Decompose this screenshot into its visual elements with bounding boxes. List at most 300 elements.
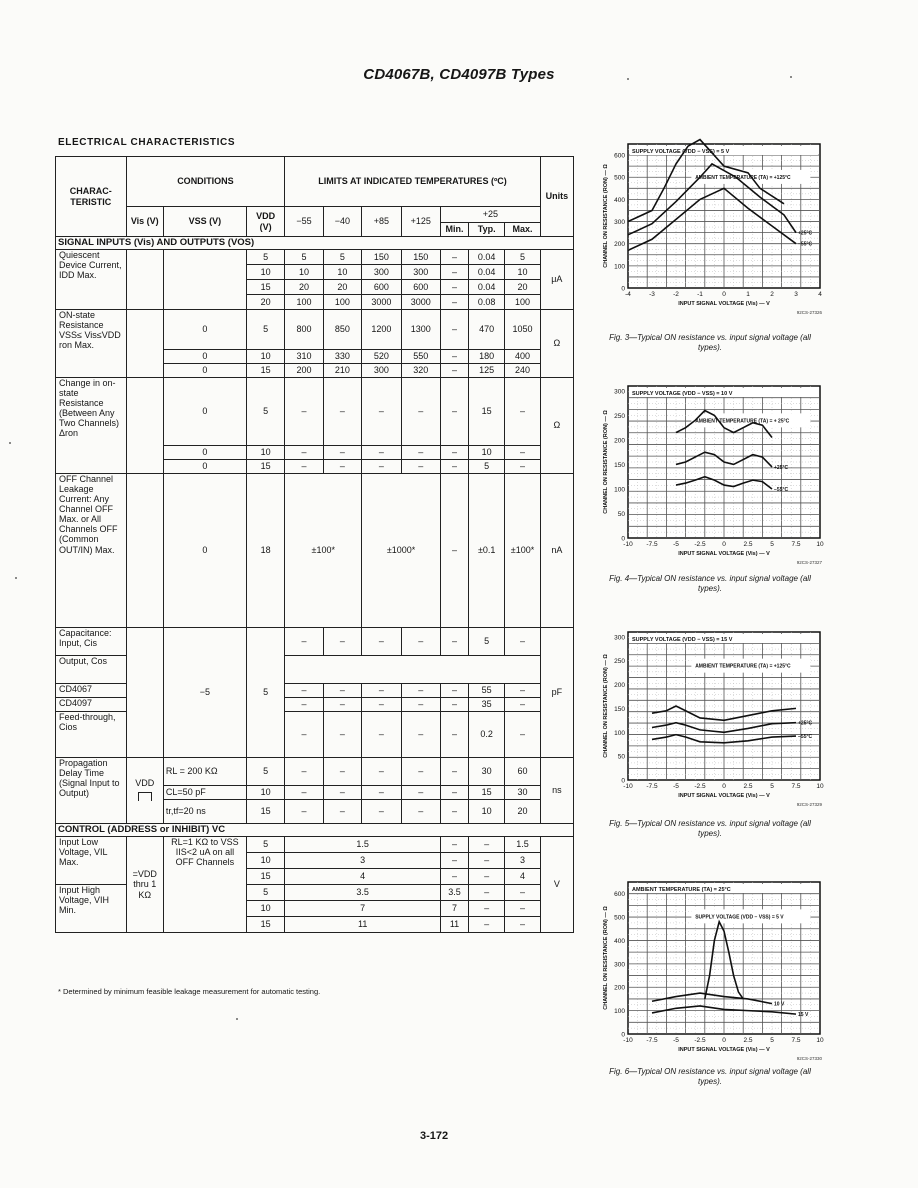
y-axis-label: CHANNEL ON RESISTANCE (RON) — Ω xyxy=(603,906,609,1010)
x-tick-label: -7.5 xyxy=(646,783,658,790)
cell: – xyxy=(285,446,323,460)
cell: – xyxy=(323,786,361,800)
cell: 0.04 xyxy=(469,250,505,265)
cell: 10 xyxy=(469,800,505,824)
x-tick-label: 2.5 xyxy=(743,541,753,548)
x-tick-label: -5 xyxy=(673,1037,679,1044)
figure-4-caption: Fig. 4—Typical ON resistance vs. input signal voltage (all types). xyxy=(609,574,811,594)
cell: 0.08 xyxy=(469,295,505,310)
cell: 11 xyxy=(441,917,469,933)
cell: 15 xyxy=(246,364,284,378)
x-tick-label: 10 xyxy=(816,783,824,790)
col-min: Min. xyxy=(441,223,469,237)
top-label: SUPPLY VOLTAGE (VDD − VSS) = 5 V xyxy=(632,149,730,155)
cell: 5 xyxy=(246,310,284,350)
figure-4-graph xyxy=(598,378,826,568)
cell: 3 xyxy=(505,853,540,869)
x-tick-label: 10 xyxy=(816,541,824,548)
cell: – xyxy=(323,628,361,656)
cell: 1300 xyxy=(401,310,440,350)
x-tick-label: -2.5 xyxy=(694,783,706,790)
cell: – xyxy=(323,712,361,758)
cell: – xyxy=(441,350,469,364)
cell: 100 xyxy=(505,295,540,310)
cell: – xyxy=(362,446,401,460)
cell: – xyxy=(401,758,440,786)
cell: – xyxy=(401,628,440,656)
cell: – xyxy=(285,712,323,758)
cell: – xyxy=(441,684,469,698)
cell: – xyxy=(469,901,505,917)
cell: 20 xyxy=(505,280,540,295)
cell xyxy=(126,378,163,474)
cell: – xyxy=(323,446,361,460)
section-heading: ELECTRICAL CHARACTERISTICS xyxy=(58,137,236,148)
x-tick-label: 7.5 xyxy=(791,541,801,548)
cell: ±100* xyxy=(285,474,362,628)
x-tick-label: 2.5 xyxy=(743,1037,753,1044)
cell: 800 xyxy=(285,310,323,350)
cell: 10 xyxy=(469,446,505,460)
x-tick-label: -3 xyxy=(649,291,655,298)
pulse-icon xyxy=(138,792,152,801)
x-tick-label: -2.5 xyxy=(694,541,706,548)
electrical-characteristics-table xyxy=(55,156,574,933)
y-tick-label: 300 xyxy=(614,634,625,642)
cell: 5 xyxy=(246,885,284,901)
cell: 10 xyxy=(246,350,284,364)
figure-5-svg xyxy=(598,624,826,810)
cell: – xyxy=(362,786,401,800)
cell: 5 xyxy=(246,378,284,446)
cell: 1.5 xyxy=(505,837,540,853)
y-tick-label: 300 xyxy=(614,388,625,396)
cell: – xyxy=(285,684,323,698)
x-tick-label: -5 xyxy=(673,541,679,548)
cell: 60 xyxy=(505,758,540,786)
cell: – xyxy=(362,628,401,656)
cell: 4 xyxy=(505,869,540,885)
top-label: SUPPLY VOLTAGE (VDD − VSS) = 15 V xyxy=(632,637,733,643)
cell: 5 xyxy=(285,250,323,265)
row-label-quiescent: Quiescent Device Current, IDD Max. xyxy=(56,250,127,310)
cell: CL=50 pF xyxy=(163,786,246,800)
col-temp-m55: −55 xyxy=(285,207,323,237)
cell: 330 xyxy=(323,350,361,364)
cell: 3.5 xyxy=(285,885,441,901)
x-tick-label: -10 xyxy=(623,783,633,790)
cell: 35 xyxy=(469,698,505,712)
y-tick-label: 0 xyxy=(621,535,625,543)
cell: 10 xyxy=(323,265,361,280)
x-axis-label: INPUT SIGNAL VOLTAGE (Vis) — V xyxy=(678,301,770,307)
cell: ±1000* xyxy=(362,474,441,628)
cell: 7 xyxy=(441,901,469,917)
x-axis-label: INPUT SIGNAL VOLTAGE (Vis) — V xyxy=(678,1047,770,1053)
x-tick-label: 0 xyxy=(722,1037,726,1044)
figure-code: 92CS-27329 xyxy=(796,802,822,807)
cell: – xyxy=(285,786,323,800)
cell: 0 xyxy=(163,460,246,474)
unit-cell: pF xyxy=(540,628,573,758)
col-vis: Vis (V) xyxy=(126,207,163,237)
cell: −5 xyxy=(163,628,246,758)
col-characteristic: CHARAC-TERISTIC xyxy=(56,157,127,237)
cell: – xyxy=(469,917,505,933)
x-tick-label: 0 xyxy=(722,291,726,298)
cell: – xyxy=(441,758,469,786)
cell: 3 xyxy=(285,853,441,869)
x-tick-label: 7.5 xyxy=(791,1037,801,1044)
cell: – xyxy=(285,698,323,712)
cell: 100 xyxy=(323,295,361,310)
x-tick-label: 2 xyxy=(770,291,774,298)
cell: – xyxy=(469,837,505,853)
cell: 18 xyxy=(246,474,284,628)
cell: 5 xyxy=(469,460,505,474)
cell: 300 xyxy=(362,364,401,378)
x-tick-label: -7.5 xyxy=(646,1037,658,1044)
scan-speck xyxy=(15,577,17,579)
cell: 200 xyxy=(285,364,323,378)
scan-speck xyxy=(627,78,629,80)
figure-code: 92CS-27327 xyxy=(796,560,822,565)
cell: – xyxy=(505,460,540,474)
x-tick-label: 4 xyxy=(818,291,822,298)
y-tick-label: 0 xyxy=(621,285,625,293)
cell xyxy=(163,250,246,310)
x-tick-label: 0 xyxy=(722,541,726,548)
y-tick-label: 100 xyxy=(614,729,625,737)
cell: 600 xyxy=(401,280,440,295)
figure-4-svg xyxy=(598,378,826,568)
unit-cell: ns xyxy=(540,758,573,824)
cell: – xyxy=(362,460,401,474)
figure-code: 92CS-27326 xyxy=(796,310,822,315)
y-tick-label: 600 xyxy=(614,891,625,899)
cell: 10 xyxy=(246,786,284,800)
cell: – xyxy=(441,800,469,824)
row-label-on-resistance: ON-state Resistance VSS≤ Vis≤VDD ron Max. xyxy=(56,310,127,378)
cell: – xyxy=(505,684,540,698)
x-tick-label: -1 xyxy=(697,291,703,298)
x-tick-label: -5 xyxy=(673,783,679,790)
cell: 0.2 xyxy=(469,712,505,758)
y-tick-label: 500 xyxy=(614,174,625,182)
col-temp-p125: +125 xyxy=(401,207,440,237)
cell: RL = 200 KΩ xyxy=(163,758,246,786)
cell: 0 xyxy=(163,378,246,446)
x-tick-label: 2.5 xyxy=(743,783,753,790)
cell: 320 xyxy=(401,364,440,378)
cell: – xyxy=(285,628,323,656)
cell: – xyxy=(505,712,540,758)
x-tick-label: 5 xyxy=(770,1037,774,1044)
y-tick-label: 150 xyxy=(614,705,625,713)
inner-label: SUPPLY VOLTAGE (VDD − VSS) = 5 V xyxy=(695,914,784,921)
cell: 10 xyxy=(505,265,540,280)
figure-3-svg xyxy=(598,136,826,318)
figure-6-graph xyxy=(598,874,826,1064)
cell: 5 xyxy=(323,250,361,265)
cell: – xyxy=(441,295,469,310)
cell xyxy=(285,656,540,684)
cell: 3.5 xyxy=(441,885,469,901)
cell: – xyxy=(285,758,323,786)
y-tick-label: 400 xyxy=(614,196,625,204)
cell: – xyxy=(441,698,469,712)
y-axis-label: CHANNEL ON RESISTANCE (RON) — Ω xyxy=(603,654,609,758)
figure-6-svg xyxy=(598,874,826,1064)
cell: – xyxy=(362,712,401,758)
curve-label: +25°C xyxy=(798,720,813,727)
cell: 180 xyxy=(469,350,505,364)
cell: 5 xyxy=(246,628,284,758)
cell: 20 xyxy=(285,280,323,295)
cell: 550 xyxy=(401,350,440,364)
curve-label: −55°C xyxy=(798,241,813,248)
page-number: 3-172 xyxy=(420,1130,449,1142)
cell: 5 xyxy=(246,837,284,853)
cell: 10 xyxy=(246,853,284,869)
col-units: Units xyxy=(540,157,573,237)
cell: tr,tf=20 ns xyxy=(163,800,246,824)
cell: 15 xyxy=(246,869,284,885)
cell: =VDD thru 1 KΩ xyxy=(126,837,163,933)
y-axis-label: CHANNEL ON RESISTANCE (RON) — Ω xyxy=(603,410,609,514)
top-label: SUPPLY VOLTAGE (VDD − VSS) = 10 V xyxy=(632,391,733,397)
row-label-cap-input: Capacitance: Input, Cis xyxy=(56,628,127,656)
cell: – xyxy=(362,684,401,698)
cell: 10 xyxy=(246,901,284,917)
curve-label: 15 V xyxy=(798,1012,809,1019)
cell: 15 xyxy=(246,917,284,933)
unit-cell: Ω xyxy=(540,310,573,378)
cell: – xyxy=(441,265,469,280)
cell: 300 xyxy=(401,265,440,280)
cell: ±100* xyxy=(505,474,540,628)
cell: – xyxy=(362,758,401,786)
cell: 10 xyxy=(285,265,323,280)
cell: 125 xyxy=(469,364,505,378)
cell: 4 xyxy=(285,869,441,885)
cell: 1.5 xyxy=(285,837,441,853)
col-temp-m40: −40 xyxy=(323,207,361,237)
cell: – xyxy=(441,446,469,460)
cell: – xyxy=(401,800,440,824)
x-tick-label: -10 xyxy=(623,541,633,548)
row-label-vil: Input Low Voltage, VIL Max. xyxy=(56,837,127,885)
inner-label: AMBIENT TEMPERATURE (TA) = +125°C xyxy=(695,174,791,181)
cell: ±0.1 xyxy=(469,474,505,628)
cell: 3000 xyxy=(401,295,440,310)
cell: 210 xyxy=(323,364,361,378)
cell: 310 xyxy=(285,350,323,364)
x-tick-label: -2.5 xyxy=(694,1037,706,1044)
cell: – xyxy=(323,758,361,786)
cell: – xyxy=(441,786,469,800)
cell: 10 xyxy=(246,265,284,280)
cell: – xyxy=(401,698,440,712)
col-temp-p85: +85 xyxy=(362,207,401,237)
cell xyxy=(126,310,163,378)
y-tick-label: 300 xyxy=(614,961,625,969)
x-tick-label: -10 xyxy=(623,1037,633,1044)
cell: – xyxy=(505,698,540,712)
cell: 5 xyxy=(505,250,540,265)
figure-5-caption: Fig. 5—Typical ON resistance vs. input signal voltage (all types). xyxy=(609,819,811,839)
cell: 400 xyxy=(505,350,540,364)
x-tick-label: 1 xyxy=(746,291,750,298)
col-vss: VSS (V) xyxy=(163,207,246,237)
cell: 5 xyxy=(469,628,505,656)
cell: – xyxy=(441,869,469,885)
cell: 10 xyxy=(246,446,284,460)
cell: – xyxy=(401,378,440,446)
cell: 30 xyxy=(469,758,505,786)
cell: – xyxy=(323,378,361,446)
cell: – xyxy=(441,280,469,295)
cell xyxy=(126,250,163,310)
scan-speck xyxy=(790,76,792,78)
cell: 0 xyxy=(163,350,246,364)
cell: – xyxy=(401,460,440,474)
cell: – xyxy=(285,378,323,446)
x-tick-label: 5 xyxy=(770,541,774,548)
cell: 0.04 xyxy=(469,265,505,280)
cell: 55 xyxy=(469,684,505,698)
vis-vdd-label: VDD xyxy=(135,778,155,789)
y-tick-label: 0 xyxy=(621,1031,625,1039)
y-tick-label: 100 xyxy=(614,263,625,271)
section-signal-inputs: SIGNAL INPUTS (Vis) AND OUTPUTS (VOS) xyxy=(56,237,574,250)
cell: 1200 xyxy=(362,310,401,350)
y-tick-label: 200 xyxy=(614,241,625,249)
cell: – xyxy=(362,378,401,446)
inner-label: AMBIENT TEMPERATURE (TA) = + 25°C xyxy=(695,418,790,425)
cell: – xyxy=(401,712,440,758)
cell: – xyxy=(441,853,469,869)
row-label-cap-output: Output, Cos xyxy=(56,656,127,684)
x-axis-label: INPUT SIGNAL VOLTAGE (Vis) — V xyxy=(678,551,770,557)
cell: – xyxy=(505,901,540,917)
col-typ: Typ. xyxy=(469,223,505,237)
inner-label: AMBIENT TEMPERATURE (TA) = +125°C xyxy=(695,663,791,670)
cell: – xyxy=(362,698,401,712)
top-label: AMBIENT TEMPERATURE (TA) = 25°C xyxy=(632,887,731,893)
row-label-vih: Input High Voltage, VIH Min. xyxy=(56,885,127,933)
y-tick-label: 600 xyxy=(614,152,625,160)
cell: 850 xyxy=(323,310,361,350)
y-tick-label: 100 xyxy=(614,1008,625,1016)
x-tick-label: -4 xyxy=(625,291,631,298)
cell: 0 xyxy=(163,310,246,350)
cell: – xyxy=(469,869,505,885)
col-temp-p25: +25 xyxy=(441,207,541,223)
scan-speck xyxy=(236,1018,238,1020)
cell: 150 xyxy=(401,250,440,265)
cell: – xyxy=(323,698,361,712)
unit-cell: Ω xyxy=(540,378,573,474)
figure-3-graph xyxy=(598,136,826,318)
curve-label: −55°C xyxy=(774,486,789,493)
cell: 0 xyxy=(163,446,246,460)
cell: 15 xyxy=(246,800,284,824)
unit-cell: V xyxy=(540,837,573,933)
cell: – xyxy=(505,628,540,656)
row-label-feedthrough: Feed-through, Cios xyxy=(56,712,127,758)
col-conditions: CONDITIONS xyxy=(126,157,285,207)
figure-5-graph xyxy=(598,624,826,810)
y-tick-label: 100 xyxy=(614,486,625,494)
cell: 100 xyxy=(285,295,323,310)
cell: 150 xyxy=(362,250,401,265)
y-tick-label: 0 xyxy=(621,777,625,785)
cell: – xyxy=(505,885,540,901)
figure-code: 92CS-27330 xyxy=(796,1056,822,1061)
cell: 5 xyxy=(246,758,284,786)
scan-speck xyxy=(9,442,11,444)
cell: 20 xyxy=(323,280,361,295)
row-label-prop-delay: Propagation Delay Time (Signal Input to Output) xyxy=(56,758,127,824)
footnote: * Determined by minimum feasible leakage measurement for automatic testing. xyxy=(58,987,321,996)
cell: – xyxy=(441,837,469,853)
cell: – xyxy=(469,885,505,901)
cell: 15 xyxy=(469,378,505,446)
cell: 15 xyxy=(469,786,505,800)
y-tick-label: 250 xyxy=(614,658,625,666)
cell: 7 xyxy=(285,901,441,917)
cell: 0 xyxy=(163,474,246,628)
cell: – xyxy=(401,446,440,460)
y-tick-label: 200 xyxy=(614,682,625,690)
cell: – xyxy=(285,460,323,474)
x-tick-label: -2 xyxy=(673,291,679,298)
cell: – xyxy=(401,684,440,698)
row-label-off-leakage: OFF Channel Leakage Current: Any Channel OFF Max. or All Channels OFF (Common OUT/IN) Max. xyxy=(56,474,127,628)
cell: – xyxy=(441,712,469,758)
cell: 15 xyxy=(246,280,284,295)
figure-3-caption: Fig. 3—Typical ON resistance vs. input signal voltage (all types). xyxy=(609,333,811,353)
section-control: CONTROL (ADDRESS or INHIBIT) VC xyxy=(56,824,574,837)
curve-label: −55°C xyxy=(798,734,813,741)
cell: 5 xyxy=(246,250,284,265)
y-tick-label: 200 xyxy=(614,437,625,445)
cell: – xyxy=(441,310,469,350)
x-tick-label: 0 xyxy=(722,783,726,790)
cell: – xyxy=(469,853,505,869)
y-tick-label: 50 xyxy=(617,510,625,518)
cell: 600 xyxy=(362,280,401,295)
cell: 1050 xyxy=(505,310,540,350)
y-tick-label: 50 xyxy=(617,753,625,761)
figure-6-caption: Fig. 6—Typical ON resistance vs. input signal voltage (all types). xyxy=(609,1067,811,1087)
x-tick-label: 7.5 xyxy=(791,783,801,790)
cell: – xyxy=(505,446,540,460)
cell: – xyxy=(441,250,469,265)
x-tick-label: 10 xyxy=(816,1037,824,1044)
y-axis-label: CHANNEL ON RESISTANCE (RON) — Ω xyxy=(603,164,609,268)
cell: – xyxy=(441,628,469,656)
cell: – xyxy=(323,684,361,698)
cell: – xyxy=(323,800,361,824)
cell: 470 xyxy=(469,310,505,350)
cell: – xyxy=(441,474,469,628)
cell: 3000 xyxy=(362,295,401,310)
x-tick-label: 5 xyxy=(770,783,774,790)
x-tick-label: -7.5 xyxy=(646,541,658,548)
cell: 0 xyxy=(163,364,246,378)
